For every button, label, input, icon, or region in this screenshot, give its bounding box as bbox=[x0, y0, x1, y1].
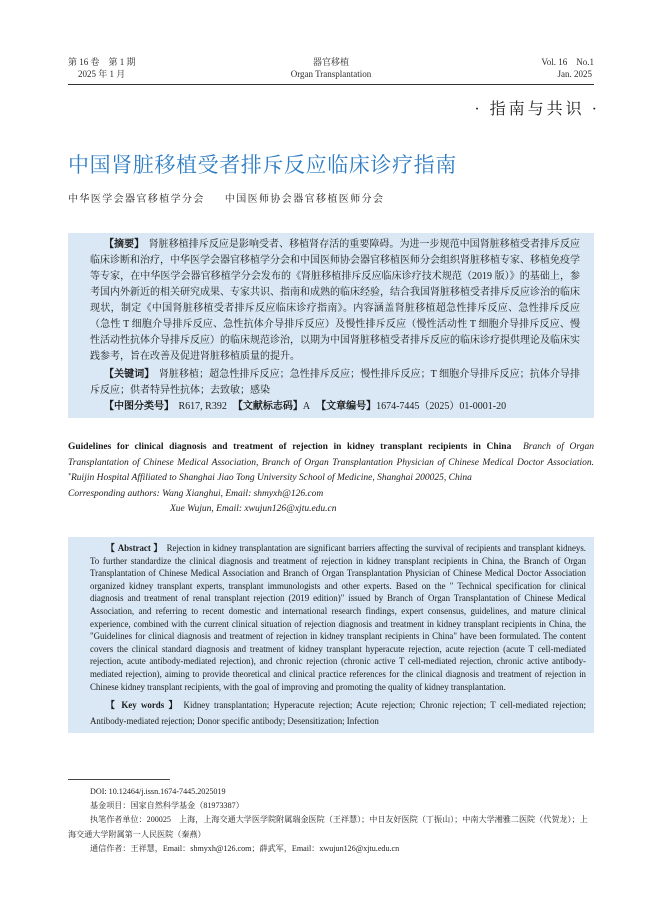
english-title-paragraph bbox=[68, 440, 594, 487]
header-journal-cn: 器官移植 bbox=[312, 57, 349, 67]
header-journal-en: Organ Transplantation bbox=[290, 69, 372, 79]
header-journal bbox=[68, 56, 594, 80]
doc-code-label: 【文献标志码】 bbox=[232, 401, 303, 412]
footnote-author-units: 执笔作者单位：200025 上海，上海交通大学医学院附属瑞金医院（王祥慧）；中日友好医院（丁振山）；中南大学湘雅二医院（代贺龙）；上海交通大学附属第一人民医院（秦燕） bbox=[68, 815, 588, 839]
doc-code-value: A bbox=[302, 401, 311, 412]
keywords-label-en: 【 Key words 】 bbox=[106, 700, 180, 711]
paper-title-cn: 中国肾脏移植受者排斥反应临床诊疗指南 bbox=[68, 153, 457, 177]
abstract-paragraph-en bbox=[90, 542, 586, 693]
authors-cn bbox=[68, 193, 594, 207]
header-volume-en: Vol. 16 No.1 bbox=[541, 57, 594, 67]
author-org-2: 中国医师协会器官移植医师分会 bbox=[224, 194, 385, 205]
running-header bbox=[68, 56, 594, 82]
abstract-text-cn: 肾脏移植排斥反应是影响受者、移植肾存活的重要障碍。为进一步规范中国肾脏移植受者排斥反应临床诊断和治疗，中华医学会器官移植学分会和中国医师协会器官移植医师分会组织肾脏移植专家、移植免疫学等专家，在中华医学会器官移植学分会发布的《肾脏移植排斥反应临床诊疗技术规范（2019 版）》的基础上，参考国内外新近的相关研究成果、专家共识、指南和成熟的临床经验，结合我国肾脏移植受者排斥反应诊治的临床现状，制定《中国肾脏移植受者排斥反应临床诊疗指南》。内容涵盖肾脏移植超急性排斥反应、急性排斥反应（急性 T 细胞介导排斥反应、急性抗体介导排斥反应）及慢性排斥反应（慢性活动性 T 细胞介导排斥反应、慢性活动性抗体介导排斥反应）的临床规范诊治，以期为中国肾脏移植受者排斥反应的临床诊疗提供理论及临床实践参考，旨在改善及促进肾脏移植质量的提升。 bbox=[90, 239, 581, 362]
header-rule bbox=[68, 84, 594, 85]
article-no-value: 1674-7445（2025）01-0001-20 bbox=[376, 401, 507, 412]
header-date-cn: 2025 年 1 月 bbox=[78, 69, 126, 79]
footnote-fund: 基金项目：国家自然科学基金（81973387） bbox=[90, 801, 244, 811]
english-title-block bbox=[68, 440, 594, 518]
header-volume-cn: 第 16 卷 第 1 期 bbox=[68, 57, 136, 67]
footnote-rule bbox=[68, 779, 170, 780]
authors-en: Branch of Organ Transplantation of Chinese Medical Association, Branch of Organ Transplantation Physician of Chinese Medical Doctor Association. bbox=[68, 442, 595, 468]
clc-label: 【中图分类号】 bbox=[104, 401, 174, 412]
footnote-doi: DOI: 10.12464/j.issn.1674-7445.2025019 bbox=[90, 787, 226, 796]
header-date-en: Jan. 2025 bbox=[557, 69, 592, 79]
affiliation-en: Ruijin Hospital Affiliated to Shanghai Jiao Tong University School of Medicine, Shanghai 200025, China bbox=[71, 473, 472, 484]
article-no-label: 【文章编号】 bbox=[316, 401, 377, 412]
footnotes bbox=[68, 785, 594, 856]
keywords-paragraph-en bbox=[90, 698, 586, 729]
abstract-paragraph-cn bbox=[90, 237, 580, 365]
author-org-1: 中华医学会器官移植学分会 bbox=[68, 194, 205, 205]
affiliation-mark: * bbox=[68, 473, 71, 480]
section-label: · 指南与共识 · bbox=[474, 101, 600, 118]
abstract-text-en: Rejection in kidney transplantation are significant barriers affecting the survival of recipients and transplant kidneys. To further standardize the clinical diagnosis and treatment of rejection in kidney transplant recipients in China, the Branch of Organ Transplantation of Chinese Medical Association and Branch of Organ Transplantation Physician of Chinese Medical Doctor Association organized kidney transplant experts, transplant immunologists and other experts. Based on the " Technical specification for clinical diagnosis and treatment of renal transplant rejection (2019 edition)" issued by Branch of Organ Transplantation of Chinese Medical Association, and referring to recent domestic and international research findings, expert consensus, guidelines, and mature clinical experience, combined with the current clinical situation of rejection diagnosis and treatment in kidney transplant recipients in China, the "Guidelines for clinical diagnosis and treatment of rejection in kidney transplant recipients in China" have been formulated. The content covers the clinical standard diagnosis and treatment of kidney transplant hyperacute rejection, acute rejection (acute T cell-mediated rejection, acute antibody-mediated rejection), and chronic rejection (chronic active T cell-mediated rejection, chronic active antibody-mediated rejection), aiming to provide theoretical and clinical practice references for the clinical diagnosis and treatment of rejection in Chinese kidney transplant recipients, with the goal of improving and promoting the quality of kidney transplantation. bbox=[90, 543, 586, 692]
corresponding-author-1: Corresponding authors: Wang Xianghui, Email: shmyxh@126.com bbox=[68, 488, 324, 499]
paper-title-en: Guidelines for clinical diagnosis and treatment of rejection in kidney transplant recipients in China bbox=[68, 442, 512, 452]
keywords-text-cn: 肾脏移植；超急性排斥反应；急性排斥反应；慢性排斥反应；T 细胞介导排斥反应；抗体介导排斥反应；供者特异性抗体；去致敏；感染 bbox=[90, 369, 580, 396]
corresponding-author-2: Xue Wujun, Email: xwujun126@xjtu.edu.cn bbox=[170, 504, 337, 515]
classification-line bbox=[90, 399, 580, 415]
abstract-label-cn: 【摘要】 bbox=[104, 239, 145, 250]
abstract-box-en bbox=[68, 537, 594, 733]
keywords-label-cn: 【关键词】 bbox=[104, 369, 155, 380]
keywords-paragraph-cn bbox=[90, 367, 580, 399]
clc-value: R617, R392 bbox=[178, 401, 227, 412]
abstract-box-cn bbox=[68, 233, 594, 418]
abstract-label-en: 【 Abstract 】 bbox=[106, 543, 163, 553]
footnote-correspondence: 通信作者：王祥慧，Email：shmyxh@126.com；薛武军，Email：xwujun126@xjtu.edu.cn bbox=[90, 843, 400, 853]
keywords-text-en: Kidney transplantation; Hyperacute rejection; Acute rejection; Chronic rejection; T cell-mediated rejection; Antibody-mediated rejection; Donor specific antibody; Desensitization; Infection bbox=[90, 700, 586, 726]
header-issue-en bbox=[541, 56, 594, 80]
